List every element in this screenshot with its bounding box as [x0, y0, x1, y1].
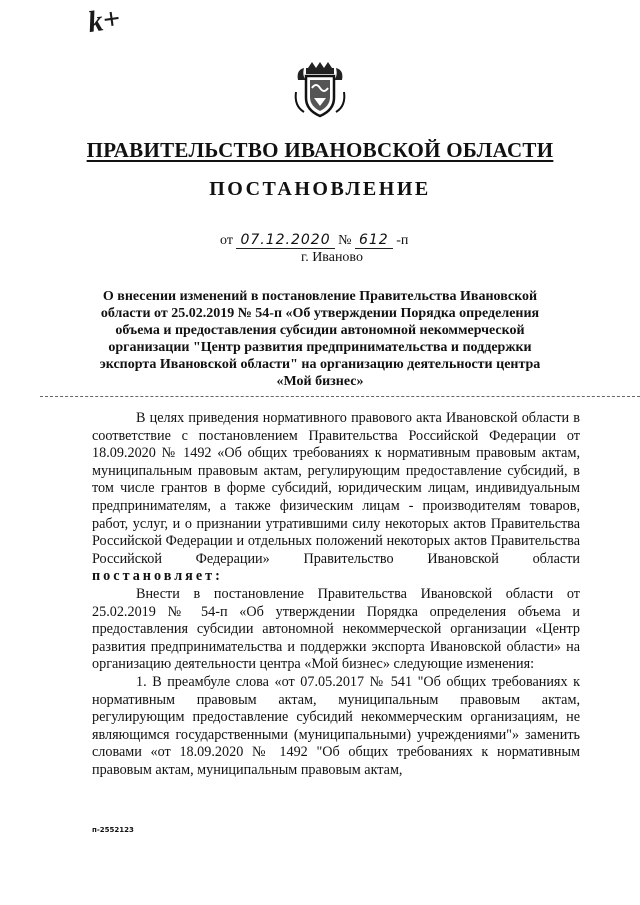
- coat-of-arms-emblem: [292, 62, 348, 118]
- date-prefix: от: [220, 233, 233, 248]
- paragraph-3: 1. В преамбуле слова «от 07.05.2017 № 541 "Об общих требованиях к нормативным правовым актам, муниципальным правовым актам, регулирующим предоставление субсидий некоммерческим организациям, не являющимся государственными (муниципальными) учреждениями"» заменить словами «от 18.09.2020 № 1492 "Об общих требованиях к нормативным правовым актам, муниципальным правовым актам,: [92, 673, 580, 778]
- document-number: 612: [355, 232, 393, 249]
- date-number-line: [220, 232, 408, 249]
- document-title: О внесении изменений в постановление Правительства Ивановской области от 25.02.2019 № 54-п «Об утверждении Порядка определения объема и предоставления субсидии автономной некоммерческой организации "Центр развития предпринимательства и поддержки экспорта Ивановской области" на организацию деятельности центра «Мой бизнес»: [99, 289, 541, 389]
- number-suffix: -п: [396, 233, 409, 248]
- divider-line: [40, 396, 640, 397]
- government-name: [0, 138, 640, 163]
- document-body: [92, 410, 580, 779]
- document-type: ПОСТАНОВЛЕНИЕ: [209, 178, 431, 200]
- document-code: п-2552123: [92, 826, 134, 834]
- handwritten-mark: k+: [85, 1, 123, 40]
- number-sign: №: [338, 233, 352, 248]
- emblem-graphic: [292, 62, 348, 118]
- intro-text: В целях приведения нормативного правового акта Ивановской области в соответствие с постановлением Правительства Российской Федерации от 18.09.2020 № 1492 «Об общих требованиях к нормативным правовым актам, муниципальным правовым актам, регулирующим предоставление субсидий, в том числе грантов в форме субсидий, юридическим лицам, индивидуальным предпринимателям, а также физическим лицам - производителям товаров, работ, услуг, и о признании утратившими силу некоторых актов Правительства Российской Федерации и отдельных положений некоторых актов Правительства Российской Федерации» Правительство Ивановской области: [92, 410, 580, 567]
- document-date: 07.12.2020: [236, 232, 334, 249]
- government-name-text: ПРАВИТЕЛЬСТВО ИВАНОВСКОЙ ОБЛАСТИ: [86, 138, 554, 162]
- decrees-word: постановляет:: [92, 568, 223, 585]
- city: г. Иваново: [301, 250, 363, 265]
- intro-paragraph: [92, 410, 580, 586]
- paragraph-2: Внести в постановление Правительства Ивановской области от 25.02.2019 № 54-п «Об утверждении Порядка определения объема и предоставления субсидии автономной некоммерческой организации «Центр развития предпринимательства и поддержки экспорта Ивановской области» на организацию деятельности центра «Мой бизнес» следующие изменения:: [92, 585, 580, 673]
